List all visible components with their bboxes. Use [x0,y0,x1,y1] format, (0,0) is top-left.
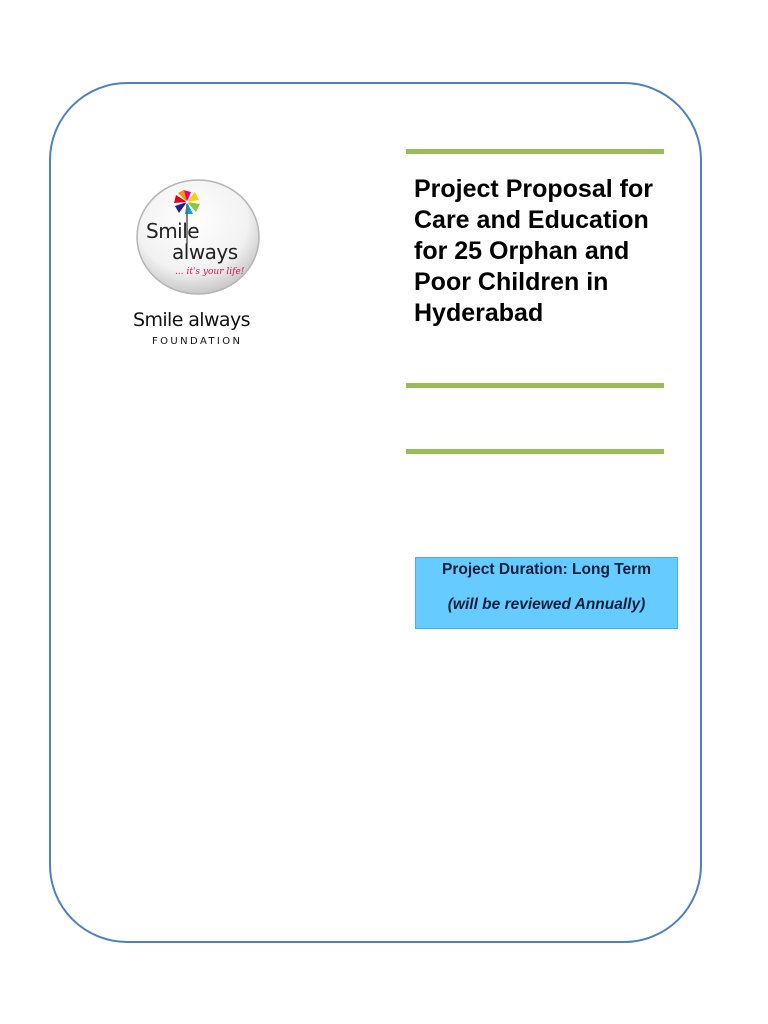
organization-subtitle: FOUNDATION [152,336,243,347]
organization-name: Smile always [133,309,250,331]
title-top-rule [406,149,664,154]
project-duration-box [415,557,678,629]
title-bottom-rule [406,383,664,388]
project-duration-text: Project Duration: Long Term [442,561,651,578]
review-note-text: (will be reviewed Annually) [447,596,646,613]
logo-tagline: ... it's your life! [175,267,245,277]
subtitle-rule [406,449,664,454]
logo-word-smile: Smile [146,219,200,243]
page-title: Project Proposal for Care and Education for 25 Orphan and Poor Children in Hyderabad [414,175,653,327]
logo-word-always: always [172,240,238,264]
